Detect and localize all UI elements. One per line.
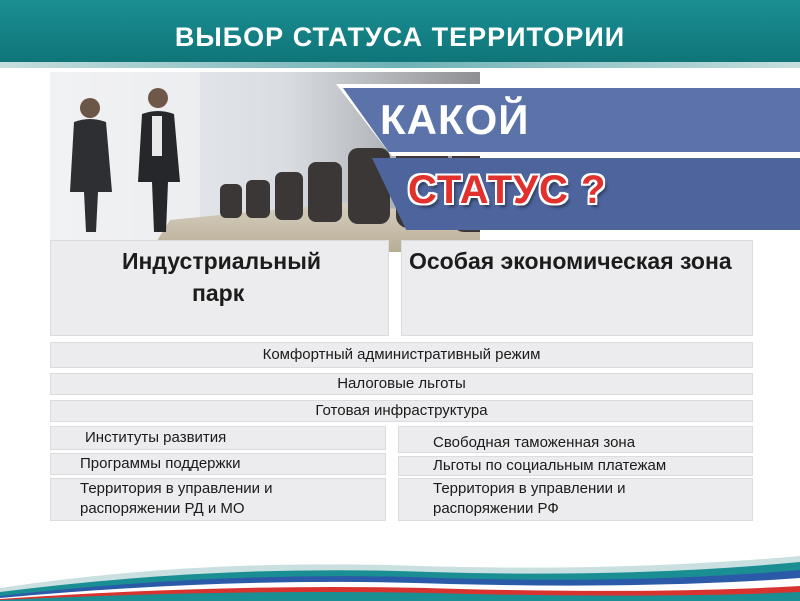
special-economic-zone-box [401, 240, 753, 336]
industrial-park-box [50, 240, 389, 336]
right-item-label-line1: Территория в управлении и [433, 480, 626, 497]
decorative-waves [0, 548, 800, 601]
banner-question-word: КАКОЙ [380, 96, 530, 143]
left-item-label: Программы поддержки [80, 455, 241, 472]
header-stripe [0, 62, 800, 68]
left-item-label: Институты развития [85, 429, 227, 446]
shared-row [50, 342, 753, 368]
banner-status-word: СТАТУС ? [408, 168, 607, 212]
shared-row [50, 400, 753, 422]
left-item-row [50, 453, 386, 475]
right-item-label: Льготы по социальным платежам [433, 457, 667, 474]
left-item-row [50, 426, 386, 450]
page-title: ВЫБОР СТАТУСА ТЕРРИТОРИИ [174, 22, 626, 52]
shared-row [50, 373, 753, 395]
special-economic-zone-title: Особая экономическая зона [409, 248, 732, 274]
industrial-park-title-line1: Индустриальный [122, 248, 321, 274]
shared-row-label: Готовая инфраструктура [315, 402, 488, 419]
right-item-label-line2: распоряжении РФ [433, 500, 559, 517]
right-item-row [398, 478, 753, 521]
left-item-label-line2: распоряжении РД и МО [80, 500, 245, 517]
right-item-row [398, 456, 753, 476]
left-item-row [50, 478, 386, 521]
right-item-label: Свободная таможенная зона [433, 434, 636, 451]
shared-row-label: Комфортный административный режим [262, 346, 541, 363]
left-item-label-line1: Территория в управлении и [80, 480, 273, 497]
industrial-park-title-line2: парк [192, 280, 245, 306]
right-item-row [398, 426, 753, 453]
shared-row-label: Налоговые льготы [337, 375, 466, 392]
